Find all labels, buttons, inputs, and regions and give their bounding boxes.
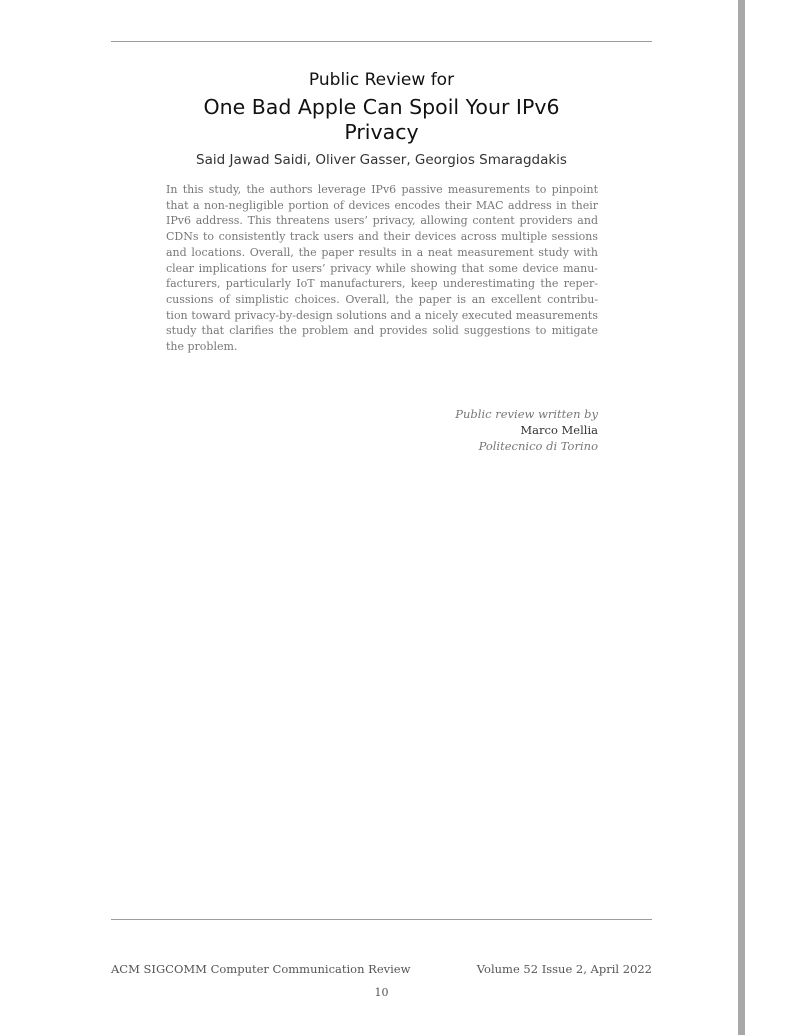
review-body-line: tion toward privacy-by-design solutions and a nicely executed measurements — [166, 308, 598, 322]
written-by-label: Public review written by — [455, 407, 598, 421]
footer-rule — [111, 919, 652, 920]
page-number: 10 — [374, 986, 389, 999]
page-edge-bar — [738, 0, 745, 1035]
author-list: Said Jawad Saidi, Oliver Gasser, Georgios Smaragdakis — [196, 152, 567, 168]
review-body-line: study that clarifies the problem and provides solid suggestions to mitigate — [166, 324, 598, 338]
review-body-line: and locations. Overall, the paper results in a neat measurement study with — [166, 245, 598, 259]
journal-name: ACM SIGCOMM Computer Communication Review — [111, 962, 411, 976]
review-body-line: IPv6 address. This threatens users’ privacy, allowing content providers and — [166, 214, 598, 228]
volume-info: Volume 52 Issue 2, April 2022 — [476, 962, 652, 976]
header-rule — [111, 41, 652, 42]
review-body-line: clear implications for users’ privacy while showing that some device manu- — [166, 261, 598, 275]
reviewer-signature — [380, 406, 598, 454]
reviewer-name: Marco Mellia — [520, 423, 598, 437]
paper-title-line-1: One Bad Apple Can Spoil Your IPv6 — [203, 95, 560, 119]
review-body-line: facturers, particularly IoT manufacturers, keep underestimating the reper- — [166, 277, 598, 291]
paper-title-line-2: Privacy — [344, 120, 419, 144]
paper-title — [111, 95, 652, 145]
review-kicker: Public Review for — [308, 70, 455, 90]
review-body — [166, 182, 598, 355]
review-body-line: In this study, the authors leverage IPv6 passive measurements to pinpoint — [166, 183, 598, 196]
review-body-line: cussions of simplistic choices. Overall, the paper is an excellent contribu- — [166, 292, 598, 306]
review-body-line: the problem. — [166, 340, 238, 354]
review-body-line: that a non-negligible portion of devices encodes their MAC address in their — [166, 198, 598, 212]
review-body-line: CDNs to consistently track users and their devices across multiple sessions — [166, 230, 598, 244]
reviewer-affiliation: Politecnico di Torino — [478, 439, 598, 453]
